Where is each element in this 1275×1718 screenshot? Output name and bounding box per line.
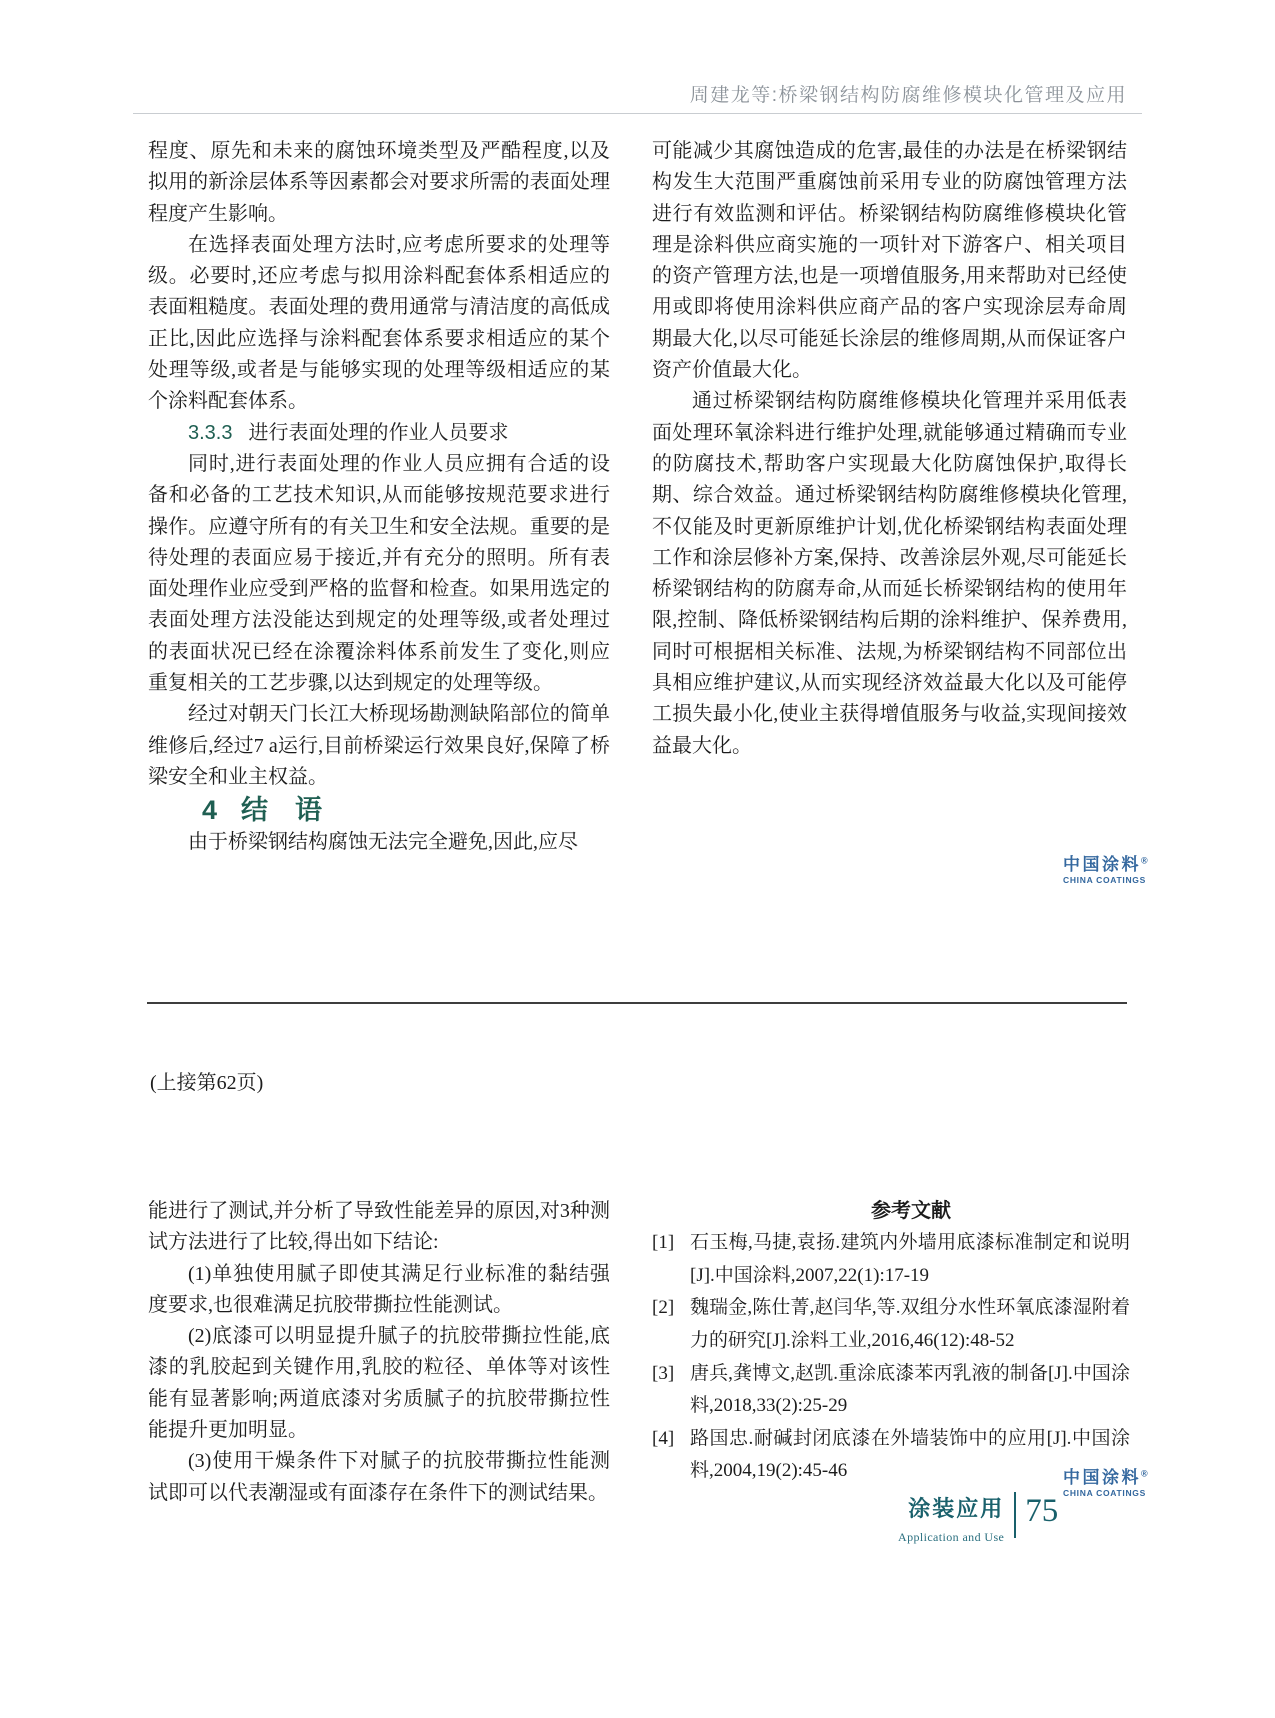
upper-right-column — [652, 136, 1127, 762]
reference-marker: [2] — [652, 1297, 675, 1319]
reference-text: 魏瑞金,陈仕菁,赵闫华,等.双组分水性环氧底漆湿附着力的研究[J].涂料工业,2016,46(12):48-52 — [690, 1297, 1130, 1352]
reference-item — [652, 1423, 1130, 1488]
header-rule — [133, 113, 1142, 114]
continuation-note: (上接第62页) — [150, 1072, 264, 1094]
logo-cn-label: 中国涂料 — [1063, 1468, 1141, 1487]
paragraph: 程度、原先和未来的腐蚀环境类型及严酷程度,以及拟用的新涂层体系等因素都会对要求所需的表面处理程度产生影响。 — [148, 140, 610, 225]
paragraph: 在选择表面处理方法时,应考虑所要求的处理等级。必要时,还应考虑与拟用涂料配套体系相适应的表面粗糙度。表面处理的费用通常与清洁度的高低成正比,因此应选择与涂料配套体系要求相适应的某个处理等级,或者是与能够实现的处理等级相适应的某个涂料配套体系。 — [148, 233, 610, 413]
paragraph: (2)底漆可以明显提升腻子的抗胶带撕拉性能,底漆的乳胶起到关键作用,乳胶的粒径、单体等对该性能有显著影响;两道底漆对劣质腻子的抗胶带撕拉性能提升更加明显。 — [148, 1325, 610, 1442]
footer-page-number: 75 — [1025, 1493, 1059, 1529]
reference-marker: [4] — [652, 1427, 675, 1449]
footer-section-cn: 涂装应用 — [908, 1496, 1005, 1521]
paragraph: 可能减少其腐蚀造成的危害,最佳的办法是在桥梁钢结构发生大范围严重腐蚀前采用专业的防腐蚀管理方法进行有效监测和评估。桥梁钢结构防腐维修模块化管理是涂料供应商实施的一项针对下游客户、相关项目的资产管理方法,也是一项增值服务,用来帮助对已经使用或即将使用涂料供应商产品的客户实现涂层寿命周期最大化,以尽可能延长涂层的维修周期,从而保证客户资产价值最大化。 — [652, 140, 1127, 382]
reference-item — [652, 1358, 1130, 1423]
section-heading — [148, 793, 610, 827]
paragraph: 由于桥梁钢结构腐蚀无法完全避免,因此,应尽 — [188, 831, 578, 854]
references-column — [652, 1196, 1130, 1488]
paragraph: 同时,进行表面处理的作业人员应拥有合适的设备和必备的工艺技术知识,从而能够按规范要求进行操作。应遵守所有的有关卫生和安全法规。重要的是待处理的表面应易于接近,并有充分的照明。所有表面处理作业应受到严格的监督和检查。如果用选定的表面处理方法没能达到规定的处理等级,或者处理过的表面状况已经在涂覆涂料体系前发生了变化,则应重复相关的工艺步骤,以达到规定的处理等级。 — [148, 452, 610, 695]
paragraph: (1)单独使用腻子即使其满足行业标准的黏结强度要求,也很难满足抗胶带撕拉性能测试。 — [148, 1262, 610, 1316]
upper-left-column — [148, 136, 610, 859]
footer-section-en: Application and Use — [898, 1530, 1005, 1544]
logo-cn-label: 中国涂料 — [1063, 855, 1141, 874]
registered-mark: ® — [1141, 1468, 1148, 1479]
reference-item — [652, 1227, 1130, 1292]
logo-cn-text — [1063, 1468, 1193, 1488]
reference-marker: [1] — [652, 1232, 675, 1254]
subsection-title: 进行表面处理的作业人员要求 — [248, 421, 509, 444]
paragraph: 经过对朝天门长江大桥现场勘测缺陷部位的简单维修后,经过7 a运行,目前桥梁运行效果良好,保障了桥梁安全和业主权益。 — [148, 703, 610, 788]
paragraph: (3)使用干燥条件下对腻子的抗胶带撕拉性能测试即可以代表潮湿或有面漆存在条件下的测试结果。 — [148, 1450, 610, 1504]
paragraph: 能进行了测试,并分析了导致性能差异的原因,对3种测试方法进行了比较,得出如下结论: — [148, 1200, 610, 1254]
running-title: 周建龙等:桥梁钢结构防腐维修模块化管理及应用 — [689, 85, 1127, 106]
lower-left-column — [148, 1196, 610, 1509]
registered-mark: ® — [1141, 855, 1148, 866]
footer-divider — [1014, 1492, 1016, 1538]
reference-text: 石玉梅,马捷,袁扬.建筑内外墙用底漆标准制定和说明[J].中国涂料,2007,22(1):17-19 — [690, 1232, 1130, 1286]
references-title: 参考文献 — [871, 1200, 951, 1222]
paragraph: 通过桥梁钢结构防腐维修模块化管理并采用低表面处理环氧涂料进行维护处理,就能够通过精确而专业的防腐技术,帮助客户实现最大化防腐蚀保护,取得长期、综合效益。通过桥梁钢结构防腐维修模块化管理,不仅能及时更新原维护计划,优化桥梁钢结构表面处理工作和涂层修补方案,保持、改善涂层外观,尽可能延长桥梁钢结构的防腐寿命,从而延长桥梁钢结构的使用年限,控制、降低桥梁钢结构后期的涂料维护、保养费用,同时可根据相关标准、法规,为桥梁钢结构不同部位出具相应维护建议,从而实现经济效益最大化以及可能停工损失最小化,使业主获得增值服务与收益,实现间接效益最大化。 — [652, 390, 1127, 757]
subsection-number: 3.3.3 — [188, 421, 233, 444]
section-number: 4 — [202, 795, 218, 826]
section-title: 结 语 — [241, 795, 323, 826]
china-coatings-logo — [1063, 1468, 1193, 1498]
logo-en-text: CHINA COATINGS — [1063, 1487, 1146, 1498]
page-footer — [898, 1492, 1058, 1545]
subsection-heading — [148, 418, 610, 449]
article-divider — [147, 1002, 1127, 1004]
reference-text: 路国忠.耐碱封闭底漆在外墙装饰中的应用[J].中国涂料,2004,19(2):45-46 — [690, 1427, 1130, 1482]
footer-section-block — [898, 1492, 1004, 1545]
reference-text: 唐兵,龚博文,赵凯.重涂底漆苯丙乳液的制备[J].中国涂料,2018,33(2):25-29 — [690, 1362, 1130, 1417]
china-coatings-logo — [1063, 855, 1193, 885]
reference-marker: [3] — [652, 1362, 675, 1384]
logo-en-text: CHINA COATINGS — [1063, 874, 1146, 885]
reference-item — [652, 1292, 1130, 1357]
logo-cn-text — [1063, 855, 1193, 875]
